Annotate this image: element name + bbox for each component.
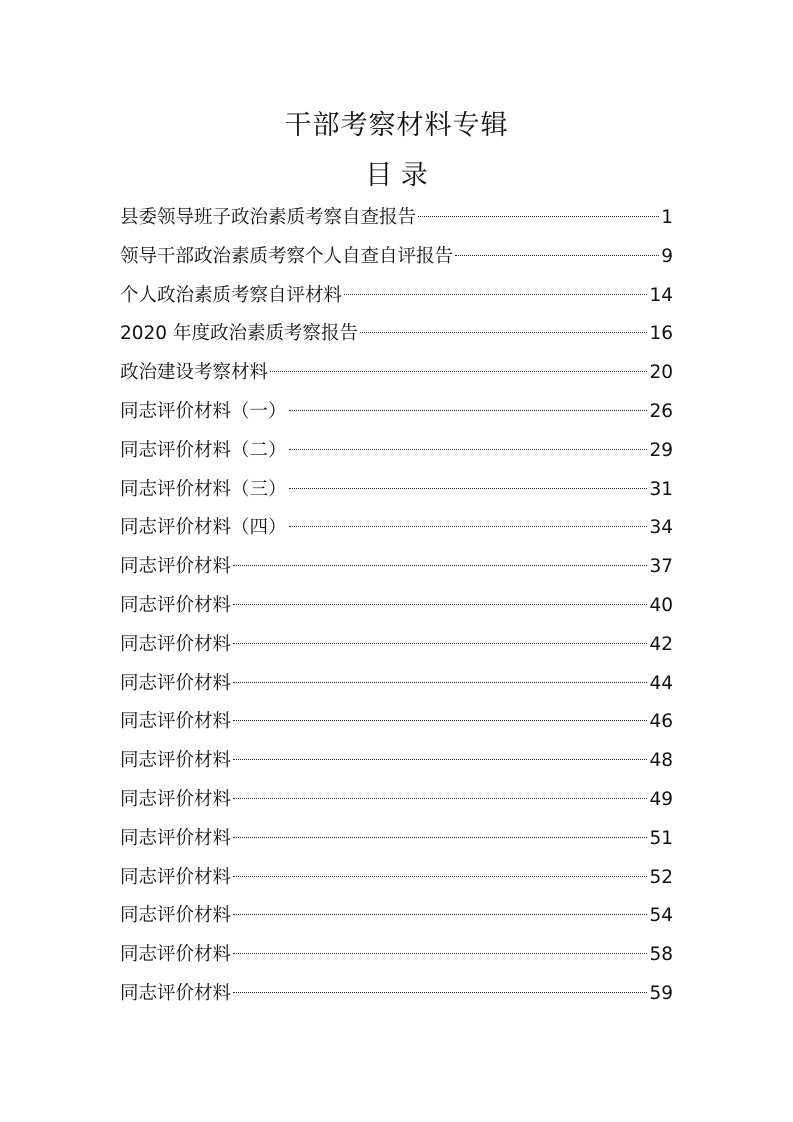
toc-entry-page-number: 54 <box>649 905 673 927</box>
toc-dot-leader <box>233 643 647 644</box>
toc-entry-page-number: 34 <box>649 517 673 539</box>
toc-entry-label: 同志评价材料 <box>120 556 232 578</box>
toc-entry-label: 领导干部政治素质考察个人自查自评报告 <box>120 245 454 267</box>
toc-dot-leader <box>289 449 648 450</box>
toc-dot-leader <box>233 798 647 799</box>
toc-entry[interactable] <box>120 587 673 626</box>
toc-entry-page-number: 31 <box>649 478 673 500</box>
toc-dot-leader <box>233 876 647 877</box>
toc-entry[interactable] <box>120 703 673 742</box>
toc-entry-label: 同志评价材料 <box>120 982 232 1004</box>
toc-dot-leader <box>289 488 648 489</box>
toc-dot-leader <box>233 720 647 721</box>
toc-entry-page-number: 1 <box>661 207 673 228</box>
toc-entry-label: 同志评价材料 <box>120 672 232 694</box>
toc-dot-leader <box>360 332 647 333</box>
toc-entry-label: 同志评价材料 <box>120 788 232 810</box>
toc-entry-page-number: 44 <box>649 672 673 694</box>
toc-entry-page-number: 40 <box>649 594 673 616</box>
toc-dot-leader <box>233 604 647 605</box>
document-title: 干部考察材料专辑 <box>284 110 509 141</box>
toc-entry-page-number: 59 <box>649 982 673 1004</box>
toc-dot-leader <box>418 216 659 217</box>
toc-entry-label: 同志评价材料 <box>120 750 232 772</box>
toc-entry-label: 同志评价材料 <box>120 905 232 927</box>
toc-dot-leader <box>233 992 647 993</box>
toc-entry-label: 同志评价材料 <box>120 827 232 849</box>
toc-entry-label: 同志评价材料（三） <box>120 478 287 500</box>
toc-entry[interactable] <box>120 859 673 898</box>
toc-entry-page-number: 14 <box>649 284 673 306</box>
toc-entry[interactable] <box>120 393 673 432</box>
toc-entry-page-number: 29 <box>649 439 673 461</box>
toc-entry[interactable] <box>120 238 673 277</box>
toc-entry-label: 县委领导班子政治素质考察自查报告 <box>120 207 417 228</box>
toc-entry-page-number: 51 <box>649 827 673 849</box>
toc-entry-page-number: 46 <box>649 711 673 733</box>
toc-entry[interactable] <box>120 432 673 471</box>
toc-entry[interactable] <box>120 665 673 704</box>
toc-entry[interactable] <box>120 742 673 781</box>
toc-entry-label: 同志评价材料（四） <box>120 517 287 539</box>
toc-entry[interactable] <box>120 781 673 820</box>
toc-entry-page-number: 52 <box>649 866 673 888</box>
toc-dot-leader <box>233 953 647 954</box>
toc-entry[interactable] <box>120 975 673 1014</box>
toc-entry-page-number: 42 <box>649 633 673 655</box>
toc-entry-page-number: 49 <box>649 788 673 810</box>
toc-entry-label: 同志评价材料（一） <box>120 400 287 422</box>
toc-dot-leader <box>233 565 647 566</box>
table-of-contents-heading: 目 录 <box>365 160 428 191</box>
toc-entry-label: 个人政治素质考察自评材料 <box>120 284 343 306</box>
toc-entry[interactable] <box>120 471 673 510</box>
toc-entry[interactable] <box>120 199 673 238</box>
toc-dot-leader <box>289 410 648 411</box>
toc-dot-leader <box>233 682 647 683</box>
table-of-contents <box>120 199 673 1014</box>
toc-entry-page-number: 37 <box>649 556 673 578</box>
toc-entry-page-number: 48 <box>649 750 673 772</box>
toc-entry[interactable] <box>120 548 673 587</box>
toc-dot-leader <box>344 294 647 295</box>
toc-entry-page-number: 26 <box>649 400 673 422</box>
toc-dot-leader <box>233 914 647 915</box>
toc-dot-leader <box>289 526 648 527</box>
toc-entry-page-number: 9 <box>661 245 673 267</box>
toc-entry[interactable] <box>120 315 673 354</box>
toc-entry[interactable] <box>120 820 673 859</box>
toc-entry[interactable] <box>120 897 673 936</box>
toc-entry[interactable] <box>120 936 673 975</box>
toc-dot-leader <box>455 255 659 256</box>
toc-entry-label: 同志评价材料 <box>120 944 232 966</box>
toc-dot-leader <box>270 371 647 372</box>
toc-entry-page-number: 20 <box>649 362 673 384</box>
toc-entry[interactable] <box>120 626 673 665</box>
toc-entry-label: 政治建设考察材料 <box>120 362 269 384</box>
toc-entry-page-number: 58 <box>649 944 673 966</box>
toc-entry-label: 2020 年度政治素质考察报告 <box>120 323 358 345</box>
toc-entry-label: 同志评价材料 <box>120 594 232 616</box>
toc-entry[interactable] <box>120 509 673 548</box>
toc-entry-page-number: 16 <box>649 323 673 345</box>
toc-entry-label: 同志评价材料 <box>120 711 232 733</box>
toc-entry-label: 同志评价材料 <box>120 633 232 655</box>
toc-entry[interactable] <box>120 354 673 393</box>
toc-entry-label: 同志评价材料（二） <box>120 439 287 461</box>
toc-entry-label: 同志评价材料 <box>120 866 232 888</box>
toc-dot-leader <box>233 837 647 838</box>
toc-entry[interactable] <box>120 277 673 316</box>
toc-dot-leader <box>233 759 647 760</box>
